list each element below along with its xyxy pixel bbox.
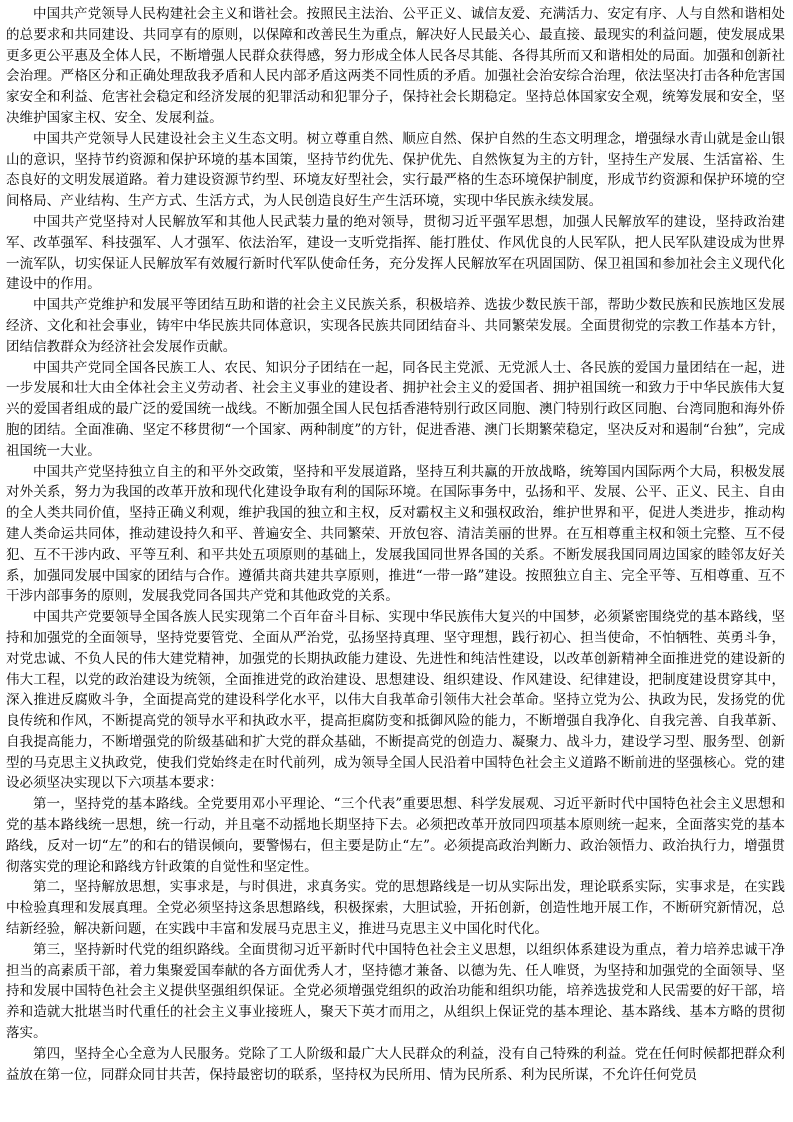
paragraph-party-building: 中国共产党要领导全国各族人民实现第二个百年奋斗目标、实现中华民族伟大复兴的中国梦，必须紧密围绕党的基本路线，坚持和加强党的全面领导，坚持党要管党、全面从严治党，弘扬坚持真理、坚守理想，践行初心、担当使命，不怕牺牲、英勇斗争，对党忠诚、不负人民的伟大建党精神，加强党的长期执政能力建设、先进性和纯洁性建设，以改革创新精神全面推进党的建设新的伟大工程，以党的政治建设为统领，全面推进党的政治建设、思想建设、组织建设、作风建设、纪律建设，把制度建设贯穿其中，深入推进反腐败斗争，全面提高党的建设科学化水平，以伟大自我革命引领伟大社会革命。坚持立党为公、执政为民，发扬党的优良传统和作风，不断提高党的领导水平和执政水平，提高拒腐防变和抵御风险的能力，不断增强自我净化、自我完善、自我革新、自我提高能力，不断增强党的阶级基础和扩大党的群众基础，不断提高党的创造力、凝聚力、战斗力，建设学习型、服务型、创新型的马克思主义执政党，使我们党始终走在时代前列，成为领导全国人民沿着中国特色社会主义道路不断前进的坚强核心。党的建设必须坚决实现以下六项基本要求： (6, 609, 785, 792)
paragraph-military-leadership: 中国共产党坚持对人民解放军和其他人民武装力量的绝对领导，贯彻习近平强军思想，加强人民解放军的建设，坚持政治建军、改革强军、科技强军、人才强军、依法治军，建设一支听党指挥、能打胜仗、作风优良的人民军队，把人民军队建设成为世界一流军队，切实保证人民解放军有效履行新时代军队使命任务，充分发挥人民解放军在巩固国防、保卫祖国和参加社会主义现代化建设中的作用。 (6, 213, 785, 293)
paragraph-ecological-civilization: 中国共产党领导人民建设社会主义生态文明。树立尊重自然、顺应自然、保护自然的生态文明理念，增强绿水青山就是金山银山的意识，坚持节约资源和保护环境的基本国策，坚持节约优先、保护优先、自然恢复为主的方针，坚持生产发展、生活富裕、生态良好的文明发展道路。着力建设资源节约型、环境友好型社会，实行最严格的生态环境保护制度，形成节约资源和保护环境的空间格局、产业结构、生产方式、生活方式，为人民创造良好生产生活环境，实现中华民族永续发展。 (6, 130, 785, 210)
paragraph-united-front: 中国共产党同全国各民族工人、农民、知识分子团结在一起，同各民主党派、无党派人士、各民族的爱国力量团结在一起，进一步发展和壮大由全体社会主义劳动者、社会主义事业的建设者、拥护社会主义的爱国者、拥护祖国统一和致力于中华民族伟大复兴的爱国者组成的最广泛的爱国统一战线。不断加强全国人民包括香港特别行政区同胞、澳门特别行政区同胞、台湾同胞和海外侨胞的团结。全面准确、坚定不移贯彻“一个国家、两种制度”的方针，促进香港、澳门长期繁荣稳定，坚决反对和遏制“台独”，完成祖国统一大业。 (6, 359, 785, 459)
paragraph-requirement-1: 第一，坚持党的基本路线。全党要用邓小平理论、“三个代表”重要思想、科学发展观、习近平新时代中国特色社会主义思想和党的基本路线统一思想，统一行动，并且毫不动摇地长期坚持下去。必须把改革开放同四项基本原则统一起来，全面落实党的基本路线，反对一切“左”的和右的错误倾向，要警惕右，但主要是防止“左”。必须提高政治判断力、政治领悟力、政治执行力，增强贯彻落实党的理论和路线方针政策的自觉性和坚定性。 (6, 796, 785, 875)
paragraph-requirement-3: 第三，坚持新时代党的组织路线。全面贯彻习近平新时代中国特色社会主义思想，以组织体系建设为重点，着力培养忠诚干净担当的高素质干部，着力集聚爱国奉献的各方面优秀人才，坚持德才兼备、以德为先、任人唯贤，为坚持和加强党的全面领导、坚持和发展中国特色社会主义提供坚强组织保证。全党必须增强党组织的政治功能和组织功能，培养选拔党和人民需要的好干部，培养和造就大批堪当时代重任的社会主义事业接班人，聚天下英才而用之，从组织上保证党的基本理论、基本路线、基本方略的贯彻落实。 (6, 941, 785, 1042)
paragraph-foreign-policy: 中国共产党坚持独立自主的和平外交政策，坚持和平发展道路，坚持互利共赢的开放战略，统筹国内国际两个大局，积极发展对外关系，努力为我国的改革开放和现代化建设争取有利的国际环境。在国际事务中，弘扬和平、发展、公平、正义、民主、自由的全人类共同价值，坚持正确义利观，维护我国的独立和主权，反对霸权主义和强权政治，维护世界和平，促进人类进步，推动构建人类命运共同体，推动建设持久和平、普遍安全、共同繁荣、开放包容、清洁美丽的世界。在互相尊重主权和领土完整、互不侵犯、互不干涉内政、平等互利、和平共处五项原则的基础上，发展我国同世界各国的关系。不断发展我国同周边国家的睦邻友好关系，加强同发展中国家的团结与合作。遵循共商共建共享原则，推进“一带一路”建设。按照独立自主、完全平等、互相尊重、互不干涉内部事务的原则，发展我党同各国共产党和其他政党的关系。 (6, 463, 785, 605)
paragraph-requirement-2: 第二，坚持解放思想，实事求是，与时俱进，求真务实。党的思想路线是一切从实际出发，理论联系实际，实事求是，在实践中检验真理和发展真理。全党必须坚持这条思想路线，积极探索，大胆试验，开拓创新，创造性地开展工作，不断研究新情况，总结新经验，解决新问题，在实践中丰富和发展马克思主义，推进马克思主义中国化时代化。 (6, 879, 785, 938)
paragraph-ethnic-relations: 中国共产党维护和发展平等团结互助和谐的社会主义民族关系，积极培养、选拔少数民族干部，帮助少数民族和民族地区发展经济、文化和社会事业，铸牢中华民族共同体意识，实现各民族共同团结奋斗、共同繁荣发展。全面贯彻党的宗教工作基本方针，团结信教群众为经济社会发展作贡献。 (6, 297, 785, 355)
paragraph-social-harmony: 中国共产党领导人民构建社会主义和谐社会。按照民主法治、公平正义、诚信友爱、充满活力、安定有序、人与自然和谐相处的总要求和共同建设、共同享有的原则，以保障和改善民生为重点，解决好人民最关心、最直接、最现实的利益问题，使发展成果更多更公平惠及全体人民，不断增强人民群众获得感，努力形成全体人民各尽其能、各得其所而又和谐相处的局面。加强和创新社会治理。严格区分和正确处理敌我矛盾和人民内部矛盾这两类不同性质的矛盾。加强社会治安综合治理，依法坚决打击各种危害国家安全和利益、危害社会稳定和经济发展的犯罪活动和犯罪分子，保持社会长期稳定。坚持总体国家安全观，统筹发展和安全，坚决维护国家主权、安全、发展利益。 (6, 6, 785, 126)
paragraph-requirement-4: 第四，坚持全心全意为人民服务。党除了工人阶级和最广大人民群众的利益，没有自己特殊的利益。党在任何时候都把群众利益放在第一位，同群众同甘共苦，保持最密切的联系，坚持权为民所用、情为民所系、利为民所谋，不允许任何党员 (6, 1045, 785, 1083)
